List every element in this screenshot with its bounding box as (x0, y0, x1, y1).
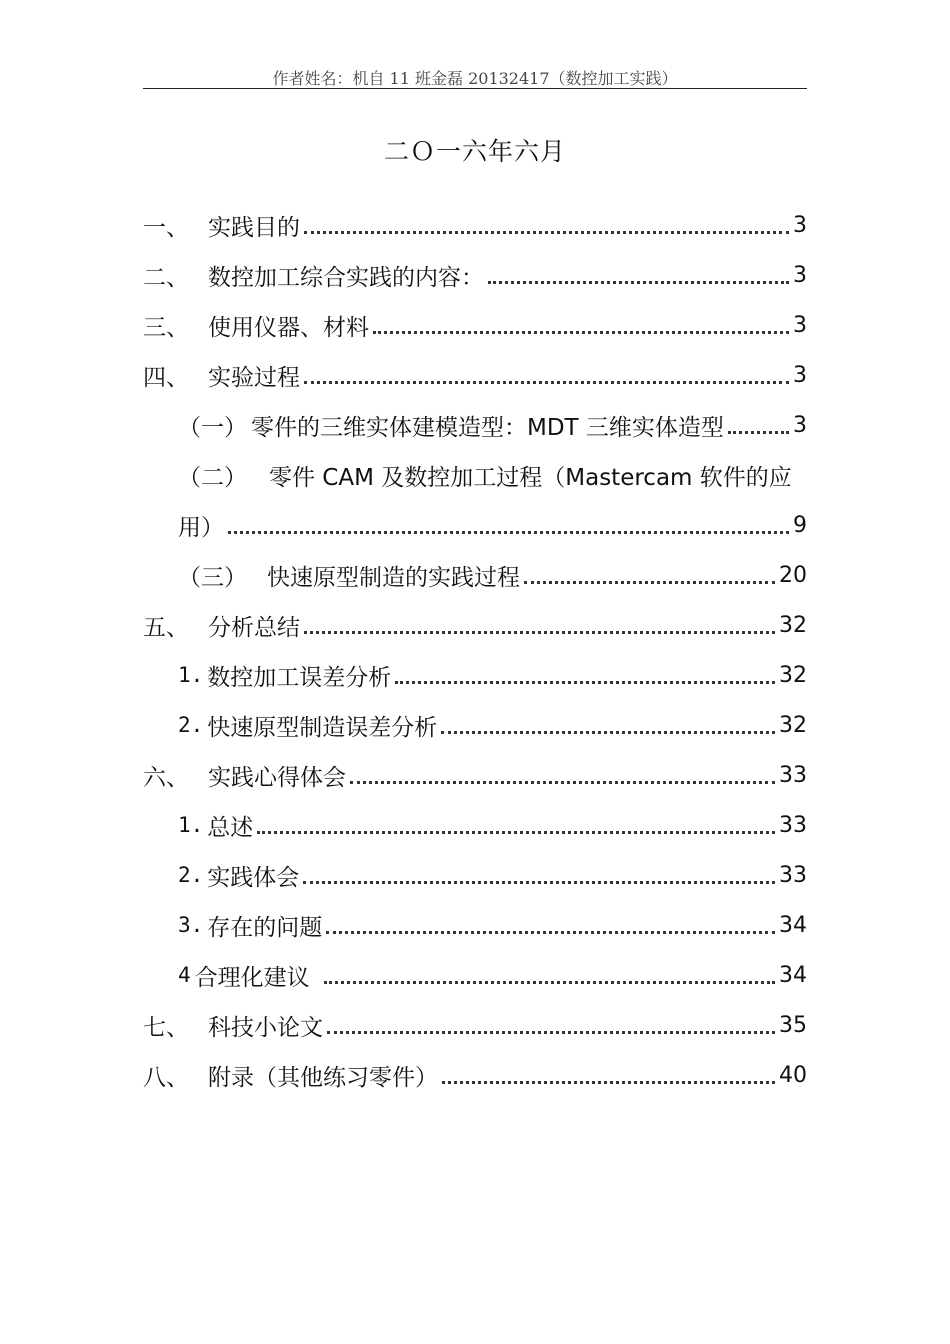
toc-title: 快速原型制造误差分析 (207, 714, 438, 741)
toc-page: 33 (779, 862, 807, 888)
toc-entry[interactable] (143, 200, 807, 250)
toc-title: 分析总结 (208, 614, 300, 641)
toc-page: 3 (793, 212, 807, 238)
toc-title: 零件的三维实体建模造型：MDT 三维实体造型 (251, 414, 724, 441)
toc-entry[interactable] (143, 350, 807, 400)
toc-entry-continuation[interactable] (178, 500, 807, 550)
toc-title: 快速原型制造的实践过程 (267, 564, 520, 591)
toc-number: （二） (178, 464, 247, 491)
toc-entry[interactable] (178, 950, 807, 1000)
dot-leader (442, 1058, 775, 1084)
dot-leader (304, 208, 789, 234)
dot-leader (304, 608, 775, 634)
toc-number: 六、 (143, 764, 189, 791)
toc-title: 附录（其他练习零件） (208, 1064, 438, 1091)
toc-number: 1. (178, 813, 204, 837)
toc-entry[interactable] (143, 600, 807, 650)
dot-leader (304, 358, 789, 384)
toc-title: 实践目的 (208, 214, 300, 241)
toc-entry[interactable] (143, 250, 807, 300)
toc-entry[interactable] (178, 850, 807, 900)
toc-title: 数控加工误差分析 (207, 664, 392, 691)
toc-entry[interactable] (178, 650, 807, 700)
toc-title: 合理化建议 (194, 964, 310, 991)
toc-page: 20 (779, 562, 807, 588)
dot-leader (327, 1008, 775, 1034)
dot-leader (228, 508, 789, 534)
toc-page: 3 (793, 262, 807, 288)
dot-leader (350, 758, 775, 784)
toc-entry[interactable] (178, 450, 807, 500)
dot-leader (728, 408, 789, 434)
toc-title: 存在的问题 (207, 914, 323, 941)
toc-page: 33 (779, 812, 807, 838)
toc-number: 一、 (143, 214, 189, 241)
toc-page: 33 (779, 762, 807, 788)
dot-leader (257, 808, 775, 834)
dot-leader (326, 908, 775, 934)
toc-title: 零件 CAM 及数控加工过程（Mastercam 软件的应 (269, 464, 792, 491)
toc-page: 3 (793, 312, 807, 338)
toc-number: 2. (178, 863, 204, 887)
date-title: 二Ｏ一六年六月 (383, 137, 566, 166)
dot-leader (373, 308, 789, 334)
toc-title: 实践心得体会 (208, 764, 346, 791)
dot-leader (395, 658, 775, 684)
toc-title: 实验过程 (208, 364, 300, 391)
toc-number: 二、 (143, 264, 189, 291)
toc-number: （一） (178, 414, 247, 441)
toc-page: 40 (779, 1062, 807, 1088)
toc-title: 科技小论文 (208, 1014, 323, 1041)
toc-entry[interactable] (178, 550, 807, 600)
toc-title: 用） (178, 514, 224, 541)
toc-title: 总述 (207, 814, 254, 841)
toc-entry[interactable] (178, 400, 807, 450)
dot-leader (324, 958, 775, 984)
running-header: 作者姓名：机自 11 班金磊 20132417（数控加工实践） (272, 69, 678, 88)
toc-page: 35 (779, 1012, 807, 1038)
toc-entry[interactable] (178, 800, 807, 850)
dot-leader (441, 708, 775, 734)
toc-page: 3 (793, 412, 807, 438)
toc-page: 32 (779, 612, 807, 638)
toc-number: （三） (178, 564, 247, 591)
toc-entry[interactable] (143, 750, 807, 800)
toc-page: 34 (779, 962, 807, 988)
toc-page: 3 (793, 362, 807, 388)
toc-number: 2. (178, 713, 204, 737)
toc-page: 32 (779, 662, 807, 688)
toc-page: 34 (779, 912, 807, 938)
dot-leader (488, 258, 789, 284)
dot-leader (524, 558, 775, 584)
toc-title: 数控加工综合实践的内容： (208, 264, 484, 291)
dot-leader (303, 858, 775, 884)
toc-number: 四、 (143, 364, 189, 391)
toc-title: 实践体会 (207, 864, 300, 891)
toc-entry[interactable] (143, 1000, 807, 1050)
toc-entry[interactable] (143, 1050, 807, 1100)
toc-number: 3. (178, 913, 204, 937)
toc-number: 1. (178, 663, 204, 687)
toc-page: 9 (793, 512, 807, 538)
toc-page: 32 (779, 712, 807, 738)
toc-entry[interactable] (143, 300, 807, 350)
toc-number: 七、 (143, 1014, 189, 1041)
toc-number: 八、 (143, 1064, 189, 1091)
toc-number: 五、 (143, 614, 189, 641)
toc-entry[interactable] (178, 700, 807, 750)
header-rule (143, 88, 807, 89)
toc-number: 4 (178, 963, 191, 987)
toc-entry[interactable] (178, 900, 807, 950)
toc-number: 三、 (143, 314, 189, 341)
toc-title: 使用仪器、材料 (208, 314, 369, 341)
